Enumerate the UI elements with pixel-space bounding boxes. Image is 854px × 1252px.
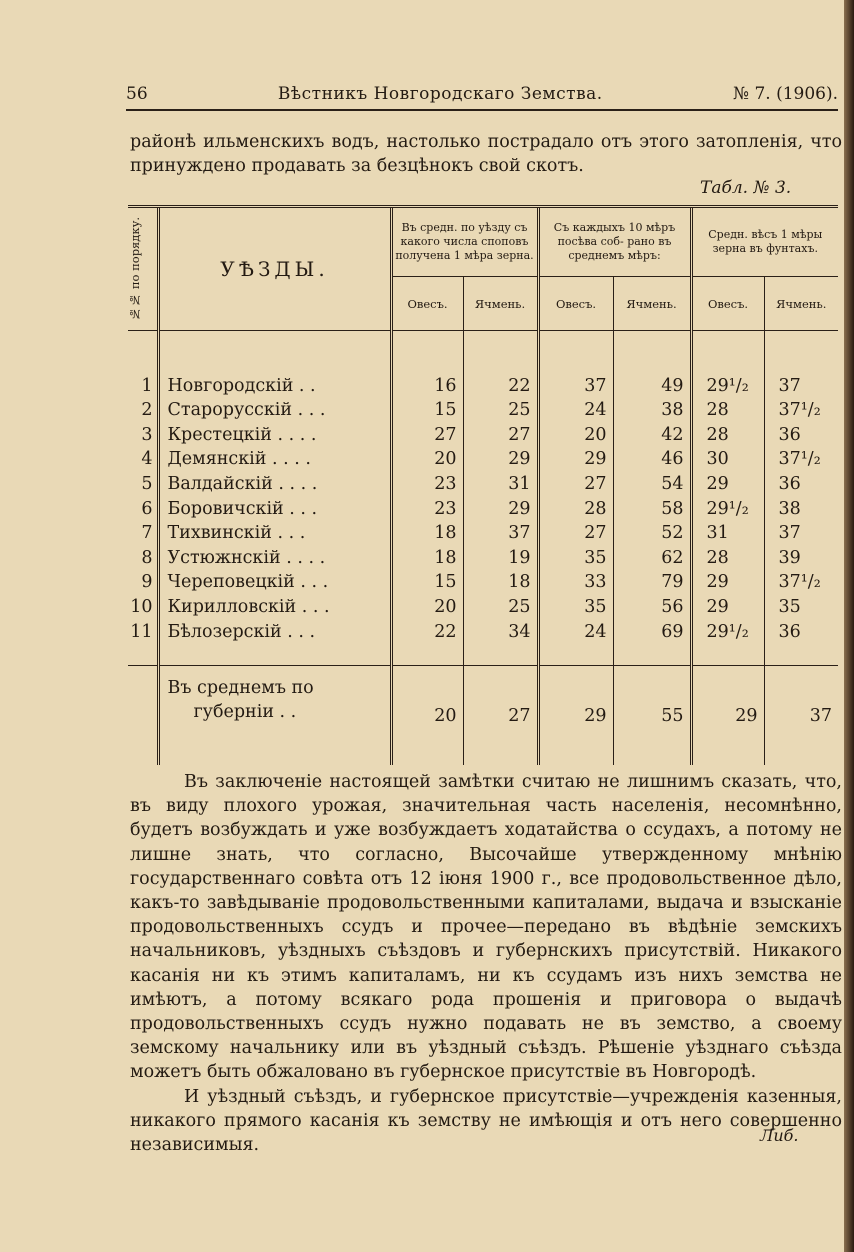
uezd-name: Череповецкій . . . [158,571,391,596]
average-cell: 20 [391,666,463,765]
page-number: 56 [126,84,148,104]
table-cell: 20 [391,448,463,473]
page-header [126,84,838,104]
table-cell: 49 [613,374,691,399]
table-cell: 18 [391,522,463,547]
sub-header-oats: Овесъ. [538,277,613,331]
table-cell: 18 [463,571,538,596]
uezd-name: Кирилловскій . . . [158,596,391,621]
sub-header-oats: Овесъ. [391,277,463,331]
table-cell: 29 [463,497,538,522]
table-cell: 58 [613,497,691,522]
table-cell: 29¹/₂ [691,374,764,399]
table-cell: 23 [391,473,463,498]
table-row [128,546,838,571]
table-cell: 29¹/₂ [691,497,764,522]
sub-header-oats: Овесъ. [691,277,764,331]
col-header-uezdy: УѢЗДЫ. [158,207,391,331]
table-cell: 23 [391,497,463,522]
table-cell: 31 [691,522,764,547]
table-cell: 29 [691,571,764,596]
row-number: 6 [141,498,153,519]
table-cell: 27 [391,423,463,448]
table-cell: 30 [691,448,764,473]
body-text [130,770,842,1157]
body-paragraph: Въ заключеніе настоящей замѣтки считаю не лишнимъ сказать, что, въ виду плохого урожая, значительная часть населенія, несомнѣнно, будетъ возбуждать и уже возбуждаетъ ходатайства о ссудахъ, а потому не лишне знать, что согласно, Высочайше утвержденному мнѣнію государственнаго совѣта отъ 12 іюня 1900 г., все продовольственное дѣло, какъ-то завѣдываніе продовольственными капиталами, выдача и взысканіе продовольственныхъ ссудъ и прочее—передано въ вѣдѣніе земскихъ начальниковъ, уѣздныхъ съѣздовъ и губернскихъ присутствій. Никакого касанія ни къ этимъ капиталамъ, ни къ ссудамъ изъ нихъ земства не имѣютъ, а потому всякаго рода прошенія и приговора о выдачѣ продовольственныхъ ссудъ нужно подавать не въ земство, а своему земскому начальнику или въ уѣздный съѣздъ. Рѣшеніе уѣзднаго съѣзда можетъ быть обжаловано въ губернское присутствіе въ Новгородѣ. [130,772,842,1083]
table-cell: 28 [691,399,764,424]
average-cell: 55 [613,666,691,765]
table-cell: 46 [613,448,691,473]
table-cell: 29 [538,448,613,473]
table-cell: 69 [613,620,691,645]
col-header-number: №№ по порядку. [128,207,158,331]
sub-header-barley: Ячмень. [463,277,538,331]
body-paragraph: И уѣздный съѣздъ, и губернское присутствіе—учрежденія казенныя, никакого прямого касанія къ земству не имѣющія и отъ него совершенно независимыя. [130,1086,842,1156]
uezd-name: Бѣлозерскій . . . [158,620,391,645]
table-cell: 37 [538,374,613,399]
table-cell: 37¹/₂ [764,448,838,473]
intro-paragraph: районѣ ильменскихъ водъ, настолько пострадало отъ этого затопленія, что принуждено продавать за безцѣнокъ свой скотъ. [130,132,842,176]
table-cell: 35 [764,596,838,621]
table-cell: 27 [463,423,538,448]
row-number: 9 [141,572,153,593]
harvest-table [128,205,838,765]
table-row [128,374,838,399]
table-cell: 36 [764,620,838,645]
table-cell: 37 [463,522,538,547]
table-cell: 27 [538,522,613,547]
table-cell: 36 [764,473,838,498]
sub-header-barley: Ячмень. [764,277,838,331]
sub-header-barley: Ячмень. [613,277,691,331]
table-cell: 29 [691,596,764,621]
col-group-sheaves: Въ средн. по уѣзду съ какого числа споповъ получена 1 мѣра зерна. [391,207,538,277]
average-cell: 27 [463,666,538,765]
table-cell: 52 [613,522,691,547]
table-row [128,620,838,645]
row-number: 3 [141,424,153,445]
table-cell: 20 [538,423,613,448]
row-number: 10 [130,597,153,617]
table-cell: 38 [613,399,691,424]
table-cell: 22 [391,620,463,645]
table-cell: 37 [764,374,838,399]
row-number: 1 [141,375,153,396]
table-cell: 28 [691,546,764,571]
table-cell: 15 [391,399,463,424]
average-cell: 37 [764,666,838,765]
table-cell: 28 [538,497,613,522]
book-spine-edge [844,0,854,1252]
table-cell: 29¹/₂ [691,620,764,645]
uezd-name: Крестецкій . . . . [158,423,391,448]
table-cell: 42 [613,423,691,448]
row-number: 8 [141,547,153,568]
col-group-yield: Съ каждыхъ 10 мѣръ посѣва соб- рано въ среднемъ мѣръ: [538,207,691,277]
table-cell: 31 [463,473,538,498]
table-cell: 19 [463,546,538,571]
row-number: 5 [141,473,153,494]
table-cell: 25 [463,399,538,424]
table-cell: 36 [764,423,838,448]
table-cell: 15 [391,571,463,596]
table-cell: 29 [463,448,538,473]
uezd-name: Старорусскій . . . [158,399,391,424]
table-row [128,596,838,621]
table-row [128,497,838,522]
average-cell: 29 [691,666,764,765]
col-group-weight: Средн. вѣсъ 1 мѣры зерна въ фунтахъ. [691,207,838,277]
table-cell: 24 [538,620,613,645]
uezd-name: Тихвинскій . . . [158,522,391,547]
table-row-average [128,666,838,765]
table-cell: 39 [764,546,838,571]
table-cell: 25 [463,596,538,621]
table-cell: 28 [691,423,764,448]
table-cell: 24 [538,399,613,424]
table-row [128,522,838,547]
table-cell: 35 [538,596,613,621]
journal-title: Вѣстникъ Новгородскаго Земства. [277,84,603,104]
average-cell: 29 [538,666,613,765]
row-number: 7 [141,523,153,544]
table-cell: 62 [613,546,691,571]
uezd-name: Демянскій . . . . [158,448,391,473]
uezd-name: Валдайскій . . . . [158,473,391,498]
table-row [128,399,838,424]
signature: Либ. [760,1126,799,1145]
table-cell: 38 [764,497,838,522]
table-row [128,473,838,498]
table-row [128,423,838,448]
average-label: Въ среднемъ по губерніи . . [158,666,391,765]
table-cell: 37¹/₂ [764,571,838,596]
uezd-name: Боровичскій . . . [158,497,391,522]
issue-number: № 7. (1906). [732,84,838,104]
table-cell: 18 [391,546,463,571]
header-rule [126,109,838,111]
table-row [128,448,838,473]
table-label: Табл. № 3. [700,178,792,198]
table-cell: 54 [613,473,691,498]
uezd-name: Новгородскій . . [158,374,391,399]
table-cell: 33 [538,571,613,596]
table-cell: 56 [613,596,691,621]
table-cell: 37¹/₂ [764,399,838,424]
row-number: 11 [130,621,153,642]
table-cell: 16 [391,374,463,399]
row-number: 4 [141,449,153,470]
table-cell: 22 [463,374,538,399]
uezd-name: Устюжнскій . . . . [158,546,391,571]
table-row [128,571,838,596]
table-cell: 37 [764,522,838,547]
table-cell: 27 [538,473,613,498]
table-cell: 35 [538,546,613,571]
table-cell: 34 [463,620,538,645]
table-cell: 20 [391,596,463,621]
table-cell: 29 [691,473,764,498]
row-number: 2 [141,400,153,421]
table-cell: 79 [613,571,691,596]
